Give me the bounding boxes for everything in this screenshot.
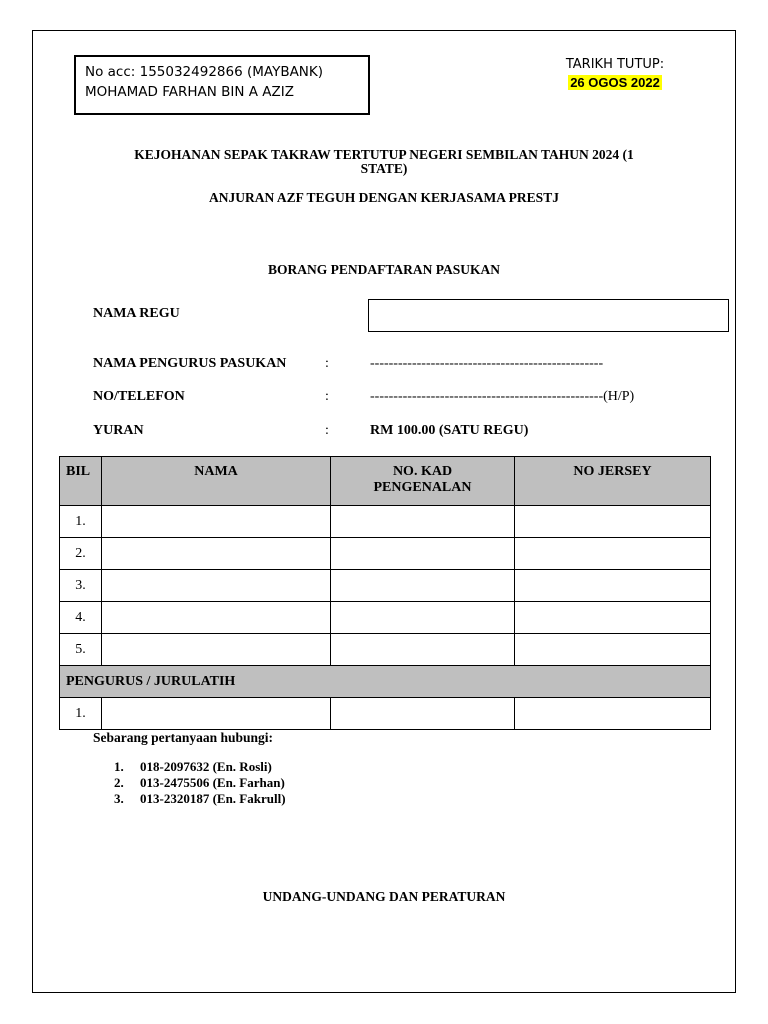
- team-name-label: NAMA REGU: [93, 306, 180, 321]
- phone-label: NO/TELEFON: [93, 389, 185, 404]
- row-number: 2.: [60, 538, 102, 570]
- list-number: 2.: [114, 775, 124, 790]
- registration-table: [59, 456, 711, 730]
- row-number: 4.: [60, 602, 102, 634]
- fee-label: YURAN: [93, 423, 144, 438]
- player-jersey-cell[interactable]: [515, 506, 711, 538]
- player-ic-cell[interactable]: [331, 570, 515, 602]
- contact-list: [114, 759, 286, 807]
- contact-title: Sebarang pertanyaan hubungi:: [93, 730, 274, 745]
- row-number: 5.: [60, 634, 102, 666]
- player-jersey-cell[interactable]: [515, 634, 711, 666]
- player-jersey-cell[interactable]: [515, 538, 711, 570]
- form-title: BORANG PENDAFTARAN PASUKAN: [268, 262, 500, 277]
- manager-ic-cell[interactable]: [331, 698, 515, 730]
- rules-heading: UNDANG-UNDANG DAN PERATURAN: [262, 889, 506, 904]
- contact-text: 018-2097632 (En. Rosli): [140, 759, 272, 774]
- table-row: [60, 506, 711, 538]
- player-name-cell[interactable]: [102, 538, 331, 570]
- phone-field[interactable]: --------------------------------------------------(H/P): [370, 389, 635, 404]
- header-ic-line1: NO. KAD: [392, 464, 453, 479]
- table-row: [60, 698, 711, 730]
- manager-field[interactable]: --------------------------------------------------: [370, 356, 604, 371]
- list-item: [114, 759, 286, 775]
- list-item: [114, 791, 286, 807]
- list-number: 3.: [114, 791, 124, 806]
- list-item: [114, 775, 286, 791]
- list-number: 1.: [114, 759, 124, 774]
- row-number: 3.: [60, 570, 102, 602]
- player-ic-cell[interactable]: [331, 634, 515, 666]
- contact-text: 013-2320187 (En. Fakrull): [140, 791, 286, 806]
- team-name-field[interactable]: [368, 299, 729, 332]
- table-header-row: [60, 457, 711, 506]
- account-holder-name: MOHAMAD FARHAN BIN A AZIZ: [85, 84, 295, 100]
- player-name-cell[interactable]: [102, 570, 331, 602]
- event-title-line2: STATE): [360, 161, 408, 176]
- manager-name-cell[interactable]: [102, 698, 331, 730]
- phone-colon: :: [325, 389, 329, 404]
- player-jersey-cell[interactable]: [515, 570, 711, 602]
- table-row: [60, 602, 711, 634]
- bank-account-box: [74, 55, 370, 115]
- row-number: 1.: [60, 506, 102, 538]
- organizer-line: ANJURAN AZF TEGUH DENGAN KERJASAMA PRESTJ: [209, 190, 559, 205]
- player-ic-cell[interactable]: [331, 602, 515, 634]
- player-ic-cell[interactable]: [331, 538, 515, 570]
- manager-colon: :: [325, 356, 329, 371]
- table-row: [60, 570, 711, 602]
- fee-colon: :: [325, 423, 329, 438]
- account-number: No acc: 155032492866 (MAYBANK): [85, 64, 324, 80]
- manager-label: NAMA PENGURUS PASUKAN: [93, 356, 287, 371]
- table-row: [60, 634, 711, 666]
- header-ic-line2: PENGENALAN: [373, 480, 472, 495]
- section-row-manager-coach: [60, 666, 711, 698]
- header-nama: NAMA: [102, 457, 331, 506]
- player-jersey-cell[interactable]: [515, 602, 711, 634]
- closing-date-block: [540, 57, 690, 91]
- closing-date-value: 26 OGOS 2022: [570, 75, 660, 90]
- manager-jersey-cell[interactable]: [515, 698, 711, 730]
- row-number: 1.: [60, 698, 102, 730]
- fee-value: RM 100.00 (SATU REGU): [370, 423, 529, 438]
- header-jersey: NO JERSEY: [515, 457, 711, 506]
- table-row: [60, 538, 711, 570]
- header-ic: [331, 457, 515, 506]
- closing-date-label: TARIKH TUTUP:: [565, 57, 665, 72]
- player-name-cell[interactable]: [102, 634, 331, 666]
- header-bil: BIL: [60, 457, 102, 506]
- event-title-line1: KEJOHANAN SEPAK TAKRAW TERTUTUP NEGERI SEMBILAN TAHUN 2024 (1: [134, 147, 634, 162]
- player-name-cell[interactable]: [102, 506, 331, 538]
- section-label-manager-coach: PENGURUS / JURULATIH: [60, 666, 711, 698]
- contact-text: 013-2475506 (En. Farhan): [140, 775, 285, 790]
- player-ic-cell[interactable]: [331, 506, 515, 538]
- player-name-cell[interactable]: [102, 602, 331, 634]
